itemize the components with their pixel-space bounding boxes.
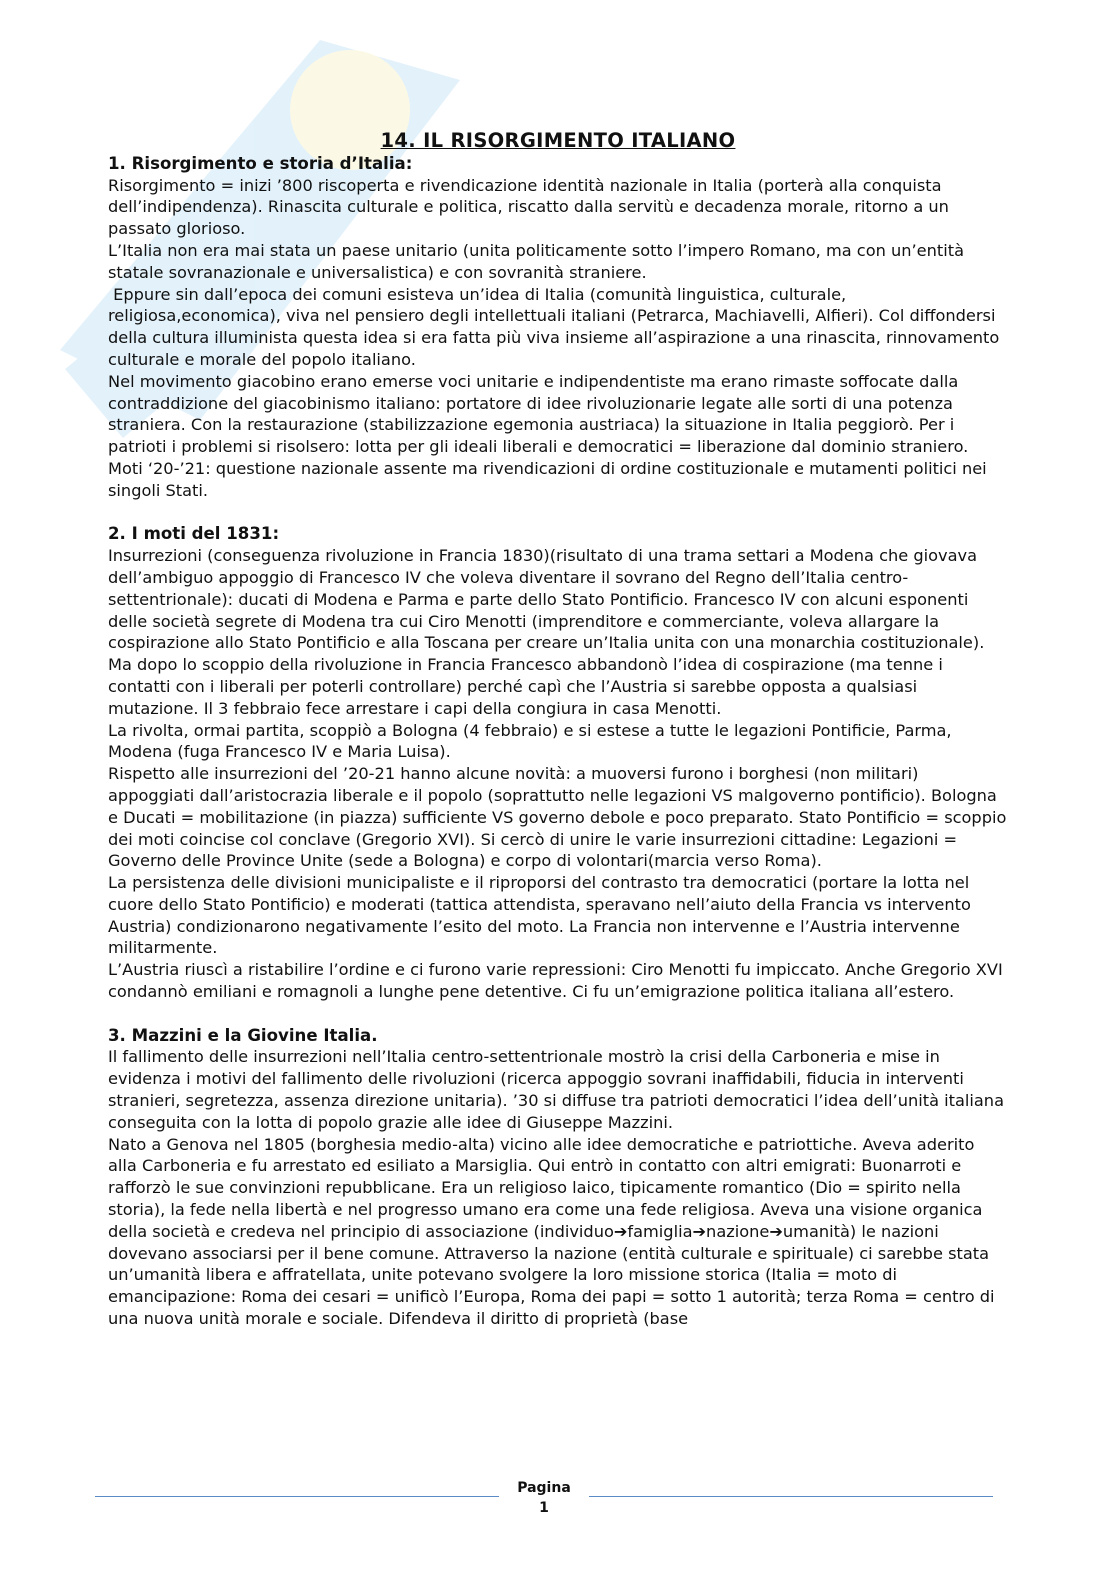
paragraph: Nato a Genova nel 1805 (borghesia medio-alta) vicino alle idee democratiche e patriottiche. Aveva aderito alla Carboneria e fu arrestato ed esiliato a Marsiglia. Qui entrò in contatto con altri emigrati: Buonarroti e rafforzò le sue convinzioni repubblicane. Era un religioso laico, tipicamente romantico (Dio = spirito nella storia), la fede nella libertà e nel progresso umano era come una fede religiosa. Aveva una visione organica della società e credeva nel principio di associazione (individuo➔famiglia➔nazione➔umanità) le nazioni dovevano associarsi per il bene comune. Attraverso la nazione (entità culturale e spirituale) ci sarebbe stata un’umanità libera e affratellata, unite potevano svolgere la loro missione storica (Italia = moto di emancipazione: Roma dei cesari = unificò l’Europa, Roma dei papi = sotto 1 autorità; terza Roma = centro di una nuova unità morale e sociale. Difendeva il diritto di proprietà (base	[108, 1134, 995, 1329]
footer-page-word: Pagina	[517, 1480, 571, 1496]
section-spacer	[108, 1003, 1008, 1025]
paragraph: Moti ‘20-’21: questione nazionale assente ma rivendicazioni di ordine costituzionale e mutamenti politici nei singoli Stati.	[108, 458, 987, 500]
paragraph: Nel movimento giacobino erano emerse voci unitarie e indipendentiste ma erano rimaste soffocate dalla contraddizione del giacobinismo italiano: portatore di idee rivoluzionarie legate alle sorti di una potenza straniera. Con la restaurazione (stabilizzazione egemonia austriaca) la situazione in Italia peggiorò. Per i patrioti i problemi si risolsero: lotta per gli ideali liberali e democratici = liberazione dal dominio straniero.	[108, 371, 969, 457]
paragraph: La rivolta, ormai partita, scoppiò a Bologna (4 febbraio) e si estese a tutte le legazioni Pontificie, Parma, Modena (fuga Francesco IV e Maria Luisa).	[108, 720, 952, 762]
page-content	[108, 130, 1008, 1330]
paragraph: La persistenza delle divisioni municipaliste e il riproporsi del contrasto tra democratici (portare la lotta nel cuore dello Stato Pontificio) e moderati (tattica attendista, speravano nell’aiuto della Francia vs intervento Austria) condizionarono negativamente l’esito del moto. La Francia non intervenne e l’Austria intervenne militarmente.	[108, 873, 971, 958]
section-heading: 3. Mazzini e la Giovine Italia.	[108, 1025, 378, 1045]
footer-divider-right	[589, 1496, 993, 1497]
section-risorgimento	[108, 153, 1008, 502]
document-title: 14. IL RISORGIMENTO ITALIANO	[380, 129, 736, 152]
section-heading: 1. Risorgimento e storia d’Italia:	[108, 153, 413, 173]
paragraph: Il fallimento delle insurrezioni nell’Italia centro-settentrionale mostrò la crisi della Carboneria e mise in evidenza i motivi del fallimento delle rivoluzioni (ricerca appoggio sovrani inaffidabili, fiducia in interventi stranieri, segretezza, assenza direzione unitaria). ’30 si diffuse tra patrioti democratici l’idea dell’unità italiana conseguita con la lotta di popolo grazie alle idee di Giuseppe Mazzini.	[108, 1047, 1004, 1132]
section-mazzini	[108, 1025, 1008, 1330]
page-footer	[95, 1478, 995, 1518]
paragraph: L’Austria riuscì a ristabilire l’ordine e ci furono varie repressioni: Ciro Menotti fu impiccato. Anche Gregorio XVI condannò emiliani e romagnoli a lunghe pene detentive. Ci fu un’emigrazione politica italiana all’estero.	[108, 960, 1003, 1002]
section-spacer	[108, 502, 1008, 524]
section-moti-1831	[108, 523, 1008, 1003]
page-number-label	[499, 1478, 589, 1518]
paragraph: Insurrezioni (conseguenza rivoluzione in Francia 1830)(risultato di una trama settari a Modena che giovava dell’ambiguo appoggio di Francesco IV che voleva diventare il sovrano del Regno dell’Italia centro-settentrionale): ducati di Modena e Parma e parte dello Stato Pontificio. Francesco IV con alcuni esponenti delle società segrete di Modena tra cui Ciro Menotti (imprenditore e commerciante, voleva allargare la cospirazione allo Stato Pontificio e alla Toscana per creare un’Italia unita con una monarchia costituzionale). Ma dopo lo scoppio della rivoluzione in Francia Francesco abbandonò l’idea di cospirazione (ma tenne i contatti con i liberali per poterli controllare) perché capì che l’Austria si sarebbe opposta a qualsiasi mutazione. Il 3 febbraio fece arrestare i capi della congiura in casa Menotti.	[108, 546, 985, 718]
paragraph: Rispetto alle insurrezioni del ’20-21 hanno alcune novità: a muoversi furono i borghesi (non militari) appoggiati dall’aristocrazia liberale e il popolo (soprattutto nelle legazioni VS malgoverno pontificio). Bologna e Ducati = mobilitazione (in piazza) sufficiente VS governo debole e poco preparato. Stato Pontificio = scoppio dei moti coincise col conclave (Gregorio XVI). Si cercò di unire le varie insurrezioni cittadine: Legazioni = Governo delle Province Unite (sede a Bologna) e corpo di volontari(marcia verso Roma).	[108, 764, 1007, 871]
paragraph: Risorgimento = inizi ’800 riscoperta e rivendicazione identità nazionale in Italia (porterà alla conquista dell’indipendenza). Rinascita culturale e politica, riscatto dalla servitù e decadenza morale, ritorno a un passato glorioso.	[108, 175, 949, 239]
paragraph: L’Italia non era mai stata un paese unitario (unita politicamente sotto l’impero Romano, ma con un’entità statale sovranazionale e universalistica) e con sovranità straniere.	[108, 240, 964, 282]
footer-page-number: 1	[539, 1500, 549, 1516]
footer-divider-left	[95, 1496, 499, 1497]
section-heading: 2. I moti del 1831:	[108, 524, 280, 544]
paragraph: Eppure sin dall’epoca dei comuni esisteva un’idea di Italia (comunità linguistica, culturale, religiosa,economica), viva nel pensiero degli intellettuali italiani (Petrarca, Machiavelli, Alfieri). Col diffondersi della cultura illuminista questa idea si era fatta più viva insieme all’aspirazione a una rinascita, rinnovamento culturale e morale del popolo italiano.	[108, 284, 1005, 369]
